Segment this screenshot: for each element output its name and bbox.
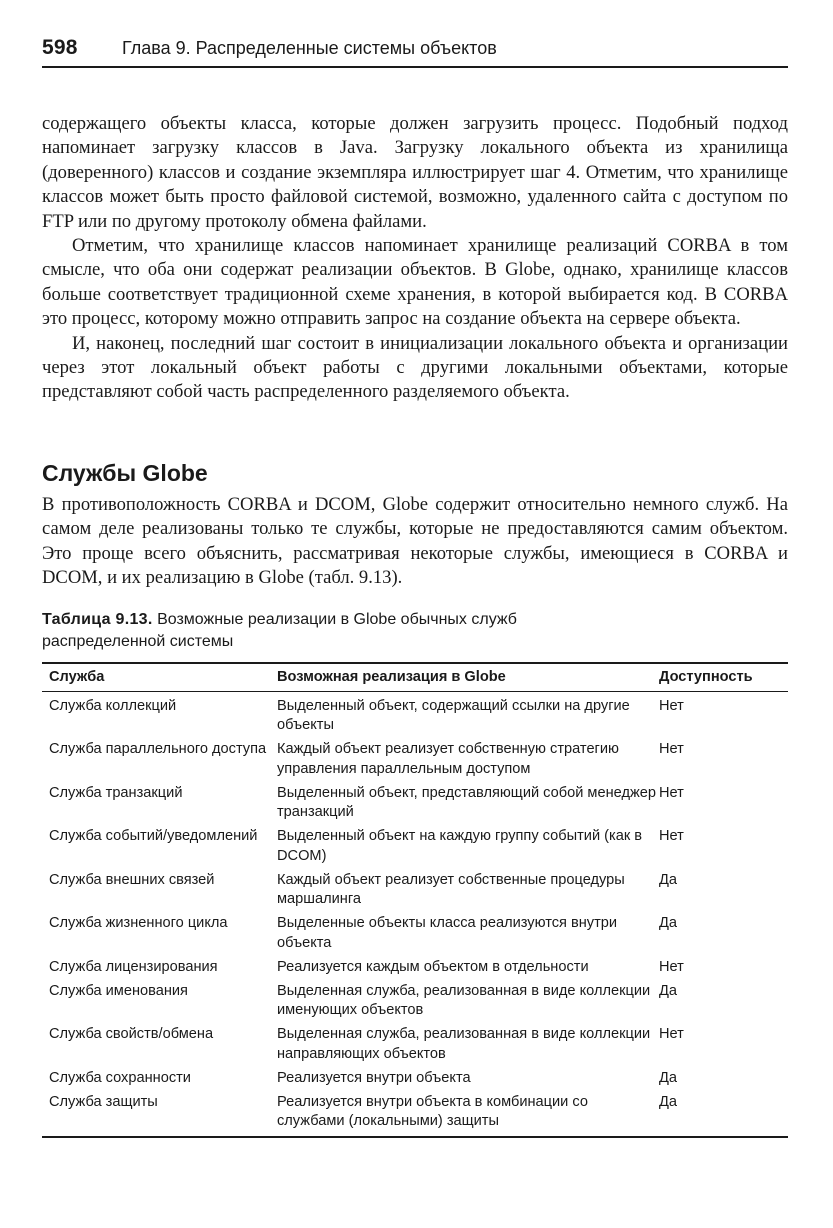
cell-implementation: Реализуется каждым объектом в отдельности <box>277 958 589 975</box>
cell-service: Служба именования <box>49 982 188 999</box>
paragraph-initialization: И, наконец, последний шаг состоит в инициализации локального объекта и организации через этот локальный объект работы с другими локальными объектами, которые представляют собой часть распределенного разделяемого объекта. <box>42 332 788 403</box>
cell-availability: Да <box>659 1069 677 1086</box>
table-caption <box>42 609 642 653</box>
services-table <box>42 662 788 1138</box>
cell-availability: Да <box>659 915 677 931</box>
cell-availability: Нет <box>659 828 684 844</box>
section-heading: Службы Globe <box>42 460 208 486</box>
table-row <box>42 871 788 915</box>
table-caption-text: Возможные реализации в Globe обычных служб распределенной системы <box>42 611 517 650</box>
cell-service: Служба параллельного доступа <box>49 741 267 757</box>
running-header <box>42 36 788 68</box>
cell-service: Служба защиты <box>49 1093 158 1110</box>
cell-availability: Нет <box>659 697 684 714</box>
body-text <box>42 112 788 405</box>
column-header-implementation: Возможная реализация в Globe <box>277 664 659 691</box>
cell-implementation: Выделенные объекты класса реализуются внутри объекта <box>277 915 618 951</box>
column-header-service: Служба <box>42 664 277 691</box>
table-row <box>42 784 788 828</box>
cell-availability: Нет <box>659 1026 684 1042</box>
chapter-title: Глава 9. Распределенные системы объектов <box>122 38 497 58</box>
cell-service: Служба внешних связей <box>49 871 215 888</box>
page-number: 598 <box>42 36 78 59</box>
cell-service: Служба лицензирования <box>49 958 218 975</box>
cell-availability: Да <box>659 982 677 999</box>
table-row <box>42 827 788 871</box>
table-header-row <box>42 664 788 691</box>
table-row <box>42 914 788 958</box>
cell-implementation: Выделенная служба, реализованная в виде коллекции направляющих объектов <box>277 1026 651 1062</box>
cell-service: Служба сохранности <box>49 1069 191 1086</box>
table-row <box>42 982 788 1026</box>
cell-service: Служба жизненного цикла <box>49 915 228 931</box>
table-caption-label: Таблица 9.13. <box>42 611 153 628</box>
cell-availability: Нет <box>659 958 684 975</box>
column-header-availability: Доступность <box>659 664 788 691</box>
section-paragraph: В противоположность CORBA и DCOM, Globe содержит относительно немного служб. На самом деле реализованы только те службы, которые не предоставляются самим объектом. Это проще всего объяснить, рассматривая некоторые службы, имеющиеся в CORBA и DCOM, и их реализацию в Globe (табл. 9.13). <box>42 494 788 589</box>
cell-implementation: Каждый объект реализует собственную стратегию управления параллельным доступом <box>277 741 619 777</box>
section-text <box>42 493 788 591</box>
cell-service: Служба событий/уведомлений <box>49 828 258 844</box>
cell-implementation: Выделенный объект, представляющий собой менеджер транзакций <box>277 784 656 820</box>
cell-implementation: Каждый объект реализует собственные процедуры маршалинга <box>277 871 625 907</box>
table-row <box>42 1093 788 1137</box>
paragraph-class-repository: Отметим, что хранилище классов напоминает хранилище реализаций CORBA в том смысле, что оба они содержат реализации объектов. В Globe, однако, хранилище классов больше соответствует традиционной схеме хранения, в которой выбирается код. В CORBA это процесс, которому можно отправить запрос на создание объекта на сервере объекта. <box>42 235 788 330</box>
table-row <box>42 691 788 740</box>
cell-implementation: Выделенный объект на каждую группу событий (как в DCOM) <box>277 828 643 864</box>
cell-service: Служба коллекций <box>49 697 177 714</box>
cell-availability: Нет <box>659 741 684 757</box>
table-row <box>42 1069 788 1093</box>
cell-availability: Нет <box>659 784 684 801</box>
paragraph-continuation: содержащего объекты класса, которые должен загрузить процесс. Подобный подход напоминает загрузку классов в Java. Загрузку локального объекта из хранилища (доверенного) классов и создание экземпляра иллюстрирует шаг 4. Отметим, что хранилище классов может быть просто файловой системой, возможно, удаленного сайта с доступом по FTP или по другому протоколу обмена файлами. <box>42 113 788 232</box>
cell-availability: Да <box>659 871 677 888</box>
cell-implementation: Выделенный объект, содержащий ссылки на другие объекты <box>277 697 630 733</box>
cell-implementation: Реализуется внутри объекта в комбинации со службами (локальными) защиты <box>277 1093 588 1129</box>
table-row <box>42 740 788 784</box>
cell-implementation: Выделенная служба, реализованная в виде коллекции именующих объектов <box>277 982 651 1018</box>
cell-service: Служба транзакций <box>49 784 183 801</box>
cell-availability: Да <box>659 1093 677 1110</box>
table-row <box>42 1025 788 1069</box>
cell-service: Служба свойств/обмена <box>49 1026 214 1042</box>
table-row <box>42 958 788 982</box>
cell-implementation: Реализуется внутри объекта <box>277 1069 471 1086</box>
